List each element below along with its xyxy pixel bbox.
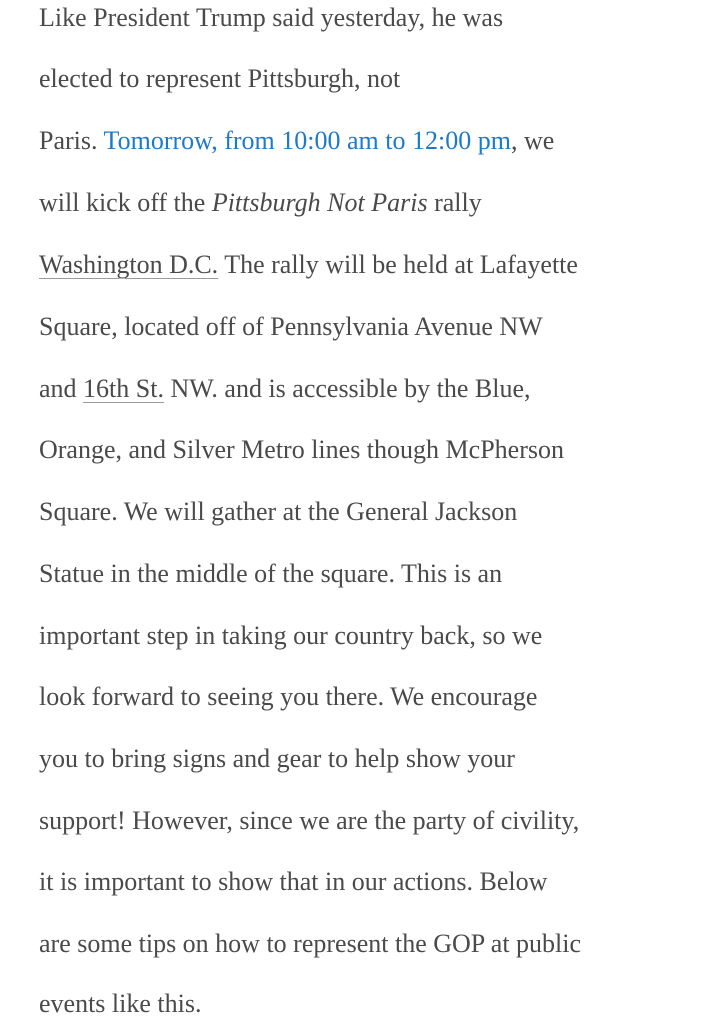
paragraph-line xyxy=(39,558,502,590)
paragraph-line xyxy=(39,434,564,466)
text-segment: Like President Trump said yesterday, he was xyxy=(39,3,504,32)
rally-name-italic: Pittsburgh Not Paris xyxy=(211,188,428,217)
paragraph-line xyxy=(39,373,531,405)
text-segment: Statue in the middle of the square. This is an xyxy=(39,559,503,588)
paragraph-line xyxy=(39,496,517,528)
location-link-washington[interactable]: Washington D.C. xyxy=(39,250,219,279)
paragraph-line xyxy=(39,249,578,281)
text-segment: are some tips on how to represent the GOP at public xyxy=(39,929,582,958)
text-segment: will kick off the xyxy=(39,188,212,217)
text-segment: support! However, since we are the party of civility, xyxy=(39,806,580,835)
text-segment: Orange, and Silver Metro lines though McPherson xyxy=(39,435,564,464)
paragraph-line xyxy=(39,2,503,34)
address-link-16th-st[interactable]: 16th St. xyxy=(83,374,164,403)
text-segment: it is important to show that in our actions. Below xyxy=(39,867,548,896)
text-segment: you to bring signs and gear to help show your xyxy=(39,744,515,773)
paragraph-line xyxy=(39,928,581,960)
date-time-link[interactable]: Tomorrow, from 10:00 am to 12:00 pm xyxy=(103,126,511,155)
paragraph-line xyxy=(39,63,400,95)
paragraph-line xyxy=(39,988,201,1020)
paragraph-line xyxy=(39,743,515,775)
text-segment: Square. We will gather at the General Jackson xyxy=(39,497,518,526)
paragraph-line xyxy=(39,805,579,837)
paragraph-line xyxy=(39,681,537,713)
paragraph-line xyxy=(39,125,554,157)
text-segment: events like this. xyxy=(39,989,202,1018)
text-segment: Square, located off of Pennsylvania Avenue NW xyxy=(39,312,543,341)
text-segment: elected to represent Pittsburgh, not xyxy=(39,64,401,93)
paragraph-line xyxy=(39,866,547,898)
text-segment: Paris. xyxy=(39,126,104,155)
text-segment: rally xyxy=(427,188,482,217)
paragraph-line xyxy=(39,620,542,652)
paragraph-line xyxy=(39,187,482,219)
paragraph-line xyxy=(39,311,543,343)
text-segment: look forward to seeing you there. We encourage xyxy=(39,682,538,711)
text-segment: The rally will be held at Lafayette xyxy=(218,250,578,279)
text-segment: and xyxy=(39,374,84,403)
text-segment: , we xyxy=(510,126,555,155)
text-segment: NW. and is accessible by the Blue, xyxy=(163,374,531,403)
text-segment: important step in taking our country back, so we xyxy=(39,621,543,650)
